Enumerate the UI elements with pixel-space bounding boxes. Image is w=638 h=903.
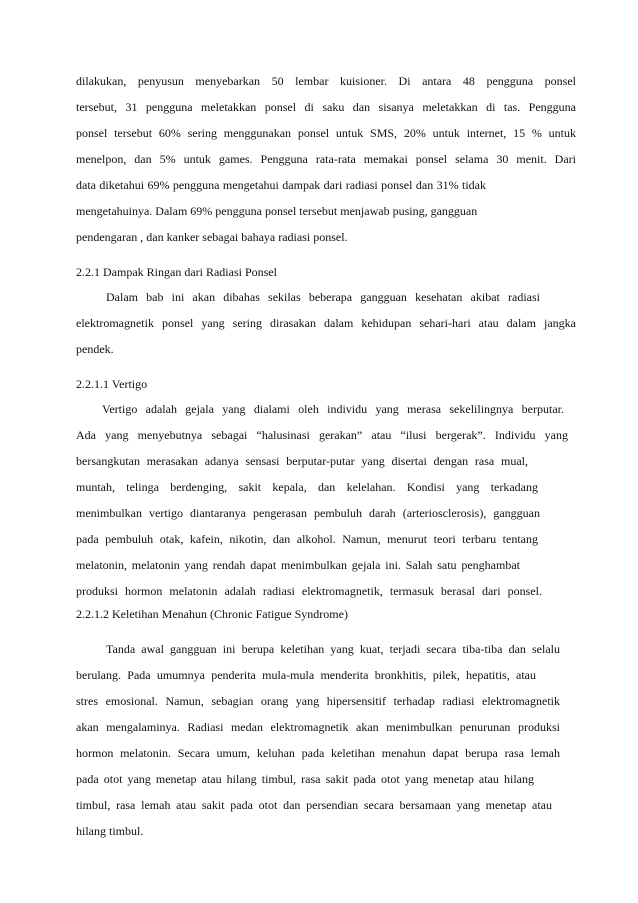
subsection-heading: 2.2.1.1 Vertigo (76, 377, 148, 391)
subsection-heading: 2.2.1.2 Keletihan Menahun (Chronic Fatigue Syndrome) (76, 607, 348, 621)
text-line: melatonin, melatonin yang rendah dapat menimbulkan gejala ini. Salah satu penghambat (76, 558, 520, 572)
text-line: menelpon, dan 5% untuk games. Pengguna rata-rata memakai ponsel selama 30 menit. Dari (76, 152, 576, 166)
text-line: pada pembuluh otak, kafein, nikotin, dan alkohol. Namun, menurut teori terbaru tentang (76, 532, 538, 546)
text-line: bersangkutan merasakan adanya sensasi berputar-putar yang disertai dengan rasa mual, (76, 454, 528, 468)
text-line: pendek. (76, 342, 114, 356)
text-line: hilang timbul. (76, 824, 144, 838)
text-line: pada otot yang menetap atau hilang timbul, rasa sakit pada otot yang menetap atau hilang (76, 772, 534, 786)
text-line: data diketahui 69% pengguna mengetahui dampak dari radiasi ponsel dan 31% tidak (76, 178, 486, 192)
text-line: akan mengalaminya. Radiasi medan elektromagnetik akan menimbulkan penurunan produksi (76, 720, 560, 734)
text-line: muntah, telinga berdenging, sakit kepala, dan kelelahan. Kondisi yang terkadang (76, 480, 538, 494)
text-line: timbul, rasa lemah atau sakit pada otot dan persendian secara bersamaan yang menetap atau (76, 798, 552, 812)
text-line: pendengaran , dan kanker sebagai bahaya radiasi ponsel. (76, 230, 348, 244)
text-line: elektromagnetik ponsel yang sering dirasakan dalam kehidupan sehari-hari atau dalam jangka (76, 316, 576, 330)
text-line: tersebut, 31 pengguna meletakkan ponsel di saku dan sisanya meletakkan di tas. Pengguna (76, 100, 576, 114)
text-line: produksi hormon melatonin adalah radiasi elektromagnetik, termasuk berasal dari ponsel. (76, 584, 542, 598)
text-line: dilakukan, penyusun menyebarkan 50 lembar kuisioner. Di antara 48 pengguna ponsel (76, 74, 576, 88)
text-line: Vertigo adalah gejala yang dialami oleh individu yang merasa sekelilingnya berputar. (102, 402, 564, 416)
text-line: hormon melatonin. Secara umum, keluhan pada keletihan menahun dapat berupa rasa lemah (76, 746, 560, 760)
text-line: ponsel tersebut 60% sering menggunakan ponsel untuk SMS, 20% untuk internet, 15 % untuk (76, 126, 576, 140)
text-line: berulang. Pada umumnya penderita mula-mula menderita bronkhitis, pilek, hepatitis, atau (76, 668, 536, 682)
text-line: menimbulkan vertigo diantaranya pengerasan pembuluh darah (arteriosclerosis), gangguan (76, 506, 540, 520)
text-line: Ada yang menyebutnya sebagai “halusinasi gerakan” atau “ilusi bergerak”. Individu yang (76, 428, 568, 442)
text-line: stres emosional. Namun, sebagian orang yang hipersensitif terhadap radiasi elektromagnetik (76, 694, 560, 708)
text-line: mengetahuinya. Dalam 69% pengguna ponsel tersebut menjawab pusing, gangguan (76, 204, 478, 218)
text-line: Dalam bab ini akan dibahas sekilas beberapa gangguan kesehatan akibat radiasi (106, 290, 540, 304)
section-heading: 2.2.1 Dampak Ringan dari Radiasi Ponsel (76, 265, 277, 279)
text-line: Tanda awal gangguan ini berupa keletihan yang kuat, terjadi secara tiba-tiba dan selalu (106, 642, 560, 656)
